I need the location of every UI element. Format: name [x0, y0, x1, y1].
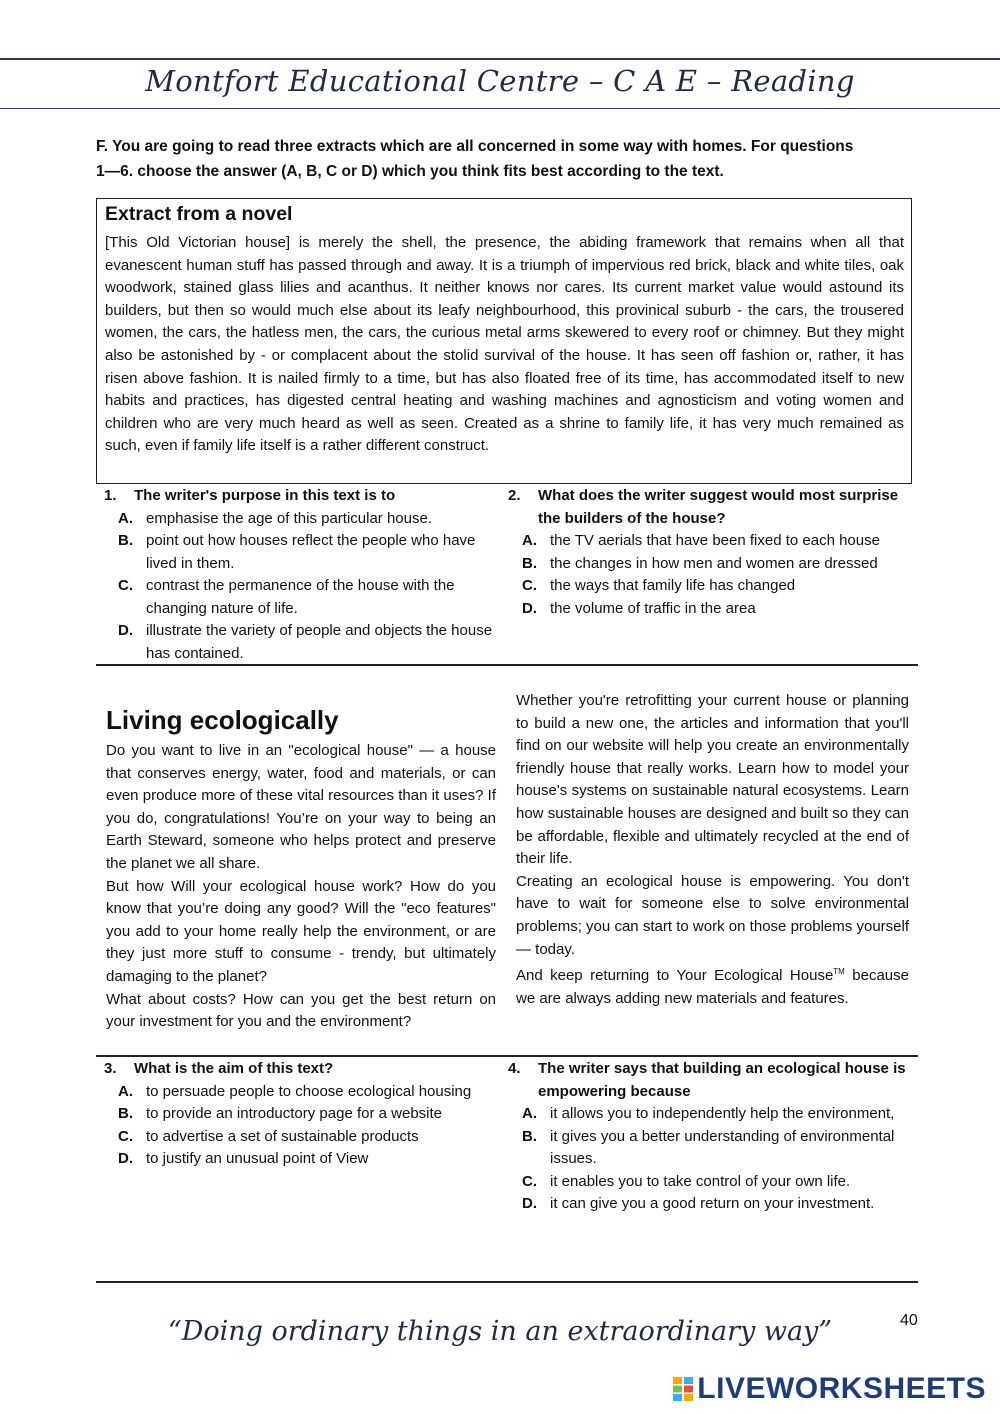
option-text: the ways that family life has changed — [550, 577, 796, 594]
question-2 — [508, 485, 908, 620]
option-letter: B. — [118, 532, 133, 549]
question-4-text: The writer says that building an ecological house is empowering because — [538, 1060, 906, 1100]
option-text: to advertise a set of sustainable products — [146, 1127, 419, 1145]
question-2-number: 2. — [508, 487, 521, 504]
option-letter: D. — [118, 1150, 133, 1167]
section-divider-3 — [96, 1281, 918, 1283]
question-3-option-c[interactable] — [104, 1126, 494, 1149]
question-1-number: 1. — [104, 487, 117, 504]
option-text: it enables you to take control of your own life. — [550, 1172, 851, 1190]
option-letter: C. — [522, 577, 537, 594]
option-text: the TV aerials that have been fixed to each house — [550, 532, 880, 549]
option-letter: D. — [118, 622, 133, 639]
option-text: to provide an introductory page for a website — [146, 1105, 443, 1122]
question-1-option-c[interactable] — [104, 575, 494, 620]
question-2-option-b[interactable] — [508, 553, 908, 576]
option-letter: B. — [522, 554, 537, 572]
novel-extract-heading: Extract from a novel — [105, 203, 293, 225]
option-letter: D. — [522, 599, 537, 617]
question-1-option-a[interactable] — [104, 508, 494, 531]
option-text: contrast the permanence of the house with the changing nature of life. — [146, 577, 455, 617]
eco-closing-text: And keep returning to Your Ecological House — [516, 967, 834, 985]
option-letter: C. — [522, 1172, 537, 1190]
question-3 — [104, 1058, 494, 1171]
option-letter: A. — [118, 509, 133, 527]
footer-motto: “Doing ordinary things in an extraordinary way” — [167, 1316, 833, 1347]
section-divider-1 — [96, 664, 918, 666]
option-text: to persuade people to choose ecological housing — [146, 1082, 472, 1100]
option-text: point out how houses reflect the people who have lived in them. — [146, 532, 476, 572]
task-instructions — [96, 134, 916, 184]
header-underline — [0, 108, 1000, 109]
liveworksheets-logo-icon — [673, 1377, 693, 1401]
question-3-number: 3. — [104, 1060, 117, 1077]
question-3-option-d[interactable] — [104, 1148, 494, 1171]
question-4-option-a[interactable] — [508, 1103, 908, 1126]
option-text: the volume of traffic in the area — [550, 599, 756, 617]
question-3-text: What is the aim of this text? — [134, 1060, 334, 1077]
question-1-text: The writer's purpose in this text is to — [134, 487, 396, 504]
option-text: the changes in how men and women are dressed — [550, 554, 878, 572]
question-2-option-c[interactable] — [508, 575, 908, 598]
option-letter: C. — [118, 1127, 133, 1145]
header-top-rule — [0, 58, 1000, 60]
option-letter: A. — [118, 1082, 133, 1100]
question-2-option-a[interactable] — [508, 530, 908, 553]
trademark-symbol: TM — [833, 967, 845, 977]
option-letter: A. — [522, 1105, 537, 1122]
option-text: it can give you a good return on your investment. — [550, 1195, 875, 1212]
question-2-option-d[interactable] — [508, 598, 908, 621]
question-3-option-a[interactable] — [104, 1081, 494, 1104]
option-letter: B. — [118, 1105, 133, 1122]
eco-closing-text-end: because we are always adding new materials and features. — [516, 967, 909, 1007]
eco-paragraph: Whether you're retrofitting your current house or planning to build a new one, the articles and information that you'll find on our website will help you create an environmentally friendly house that really works. Learn how to model your house's systems on sustainable natural ecosystems. Learn how sustainable houses are designed and built so they can be affordable, flexible and ultimately recycled at the end of their life. — [516, 692, 909, 868]
eco-paragraph: What about costs? How can you get the best return on your investment for you and the environment? — [106, 990, 496, 1031]
option-text: emphasise the age of this particular house. — [146, 509, 433, 527]
eco-text-right-column — [516, 690, 909, 1010]
question-4-option-d[interactable] — [508, 1193, 908, 1216]
question-4-number: 4. — [508, 1060, 521, 1077]
option-text: it allows you to independently help the environment, — [550, 1105, 895, 1122]
option-text: to justify an unusual point of View — [146, 1150, 369, 1167]
eco-paragraph: Creating an ecological house is empowering. You don't have to wait for someone else to solve environmental problems; you can start to work on those problems yourself — today. — [516, 872, 909, 958]
option-letter: A. — [522, 532, 537, 549]
question-1-option-b[interactable] — [104, 530, 494, 575]
question-2-text: What does the writer suggest would most surprise the builders of the house? — [538, 487, 899, 527]
liveworksheets-logo[interactable] — [673, 1372, 986, 1406]
eco-paragraph: But how Will your ecological house work? How do you know that you’re doing any good? Will the "eco features" you add to your home really help the environment, or are they just more stuff to consume - trendy, but ultimately damaging to the planet? — [106, 877, 496, 985]
question-4-option-b[interactable] — [508, 1126, 908, 1171]
instructions-line-2: 1—6. choose the answer (A, B, C or D) which you think fits best according to the text. — [96, 163, 724, 180]
page-header-title: Montfort Educational Centre – C A E – Reading — [145, 64, 855, 98]
option-letter: B. — [522, 1127, 537, 1145]
question-4-option-c[interactable] — [508, 1171, 908, 1194]
option-text: it gives you a better understanding of environmental issues. — [550, 1127, 895, 1167]
eco-paragraph: Do you want to live in an "ecological house" — a house that conserves energy, water, food and materials, or can even produce more of these vital resources than it uses? If you do, congratulations! You’re on your way to being an Earth Steward, someone who helps protect and preserve the planet we all share. — [106, 742, 496, 872]
question-1-title — [104, 485, 494, 508]
option-letter: C. — [118, 577, 133, 594]
instructions-line-1: F. You are going to read three extracts which are all concerned in some way with homes. For questions — [96, 138, 854, 155]
novel-extract-box — [96, 198, 912, 484]
question-4 — [508, 1058, 908, 1216]
question-3-option-b[interactable] — [104, 1103, 494, 1126]
question-3-title — [104, 1058, 494, 1081]
question-1 — [104, 485, 494, 665]
eco-text-left-column — [106, 740, 496, 1034]
option-letter: D. — [522, 1195, 537, 1212]
eco-closing-paragraph — [516, 961, 909, 1010]
question-2-title — [508, 485, 908, 530]
question-4-title — [508, 1058, 908, 1103]
question-1-option-d[interactable] — [104, 620, 494, 665]
page-number: 40 — [900, 1312, 918, 1329]
liveworksheets-logo-text: LIVEWORKSHEETS — [697, 1372, 986, 1405]
section-divider-2 — [96, 1055, 918, 1057]
eco-extract-heading: Living ecologically — [106, 705, 339, 735]
option-text: illustrate the variety of people and objects the house has contained. — [146, 622, 493, 662]
novel-extract-text: [This Old Victorian house] is merely the shell, the presence, the abiding framework that remains when all that evanescent human stuff has passed through and away. It is a triumph of impervious red brick, black and white tiles, oak woodwork, stained glass lilies and acanthus. It neither knows nor cares. Its current market value would astound its builders, but then so would much else about its leafy neighbourhood, this provinical suburb - the cars, the trousered women, the cars, the hatless men, the cars, the curious metal arms skewered to every roof or chimney. But they might also be astonished by - or complacent about the stolid survival of the house. It has seen off fashion or, rather, it has risen above fashion. It is nailed firmly to a time, but has also floated free of its time, has accommodated itself to new habits and practices, has digested central heating and washing machines and agnosticism and voting women and children who are very much heard as well as seen. Created as a shrine to family life, it has very much remained as such, even if family life itself is a rather different construct. — [105, 234, 904, 455]
